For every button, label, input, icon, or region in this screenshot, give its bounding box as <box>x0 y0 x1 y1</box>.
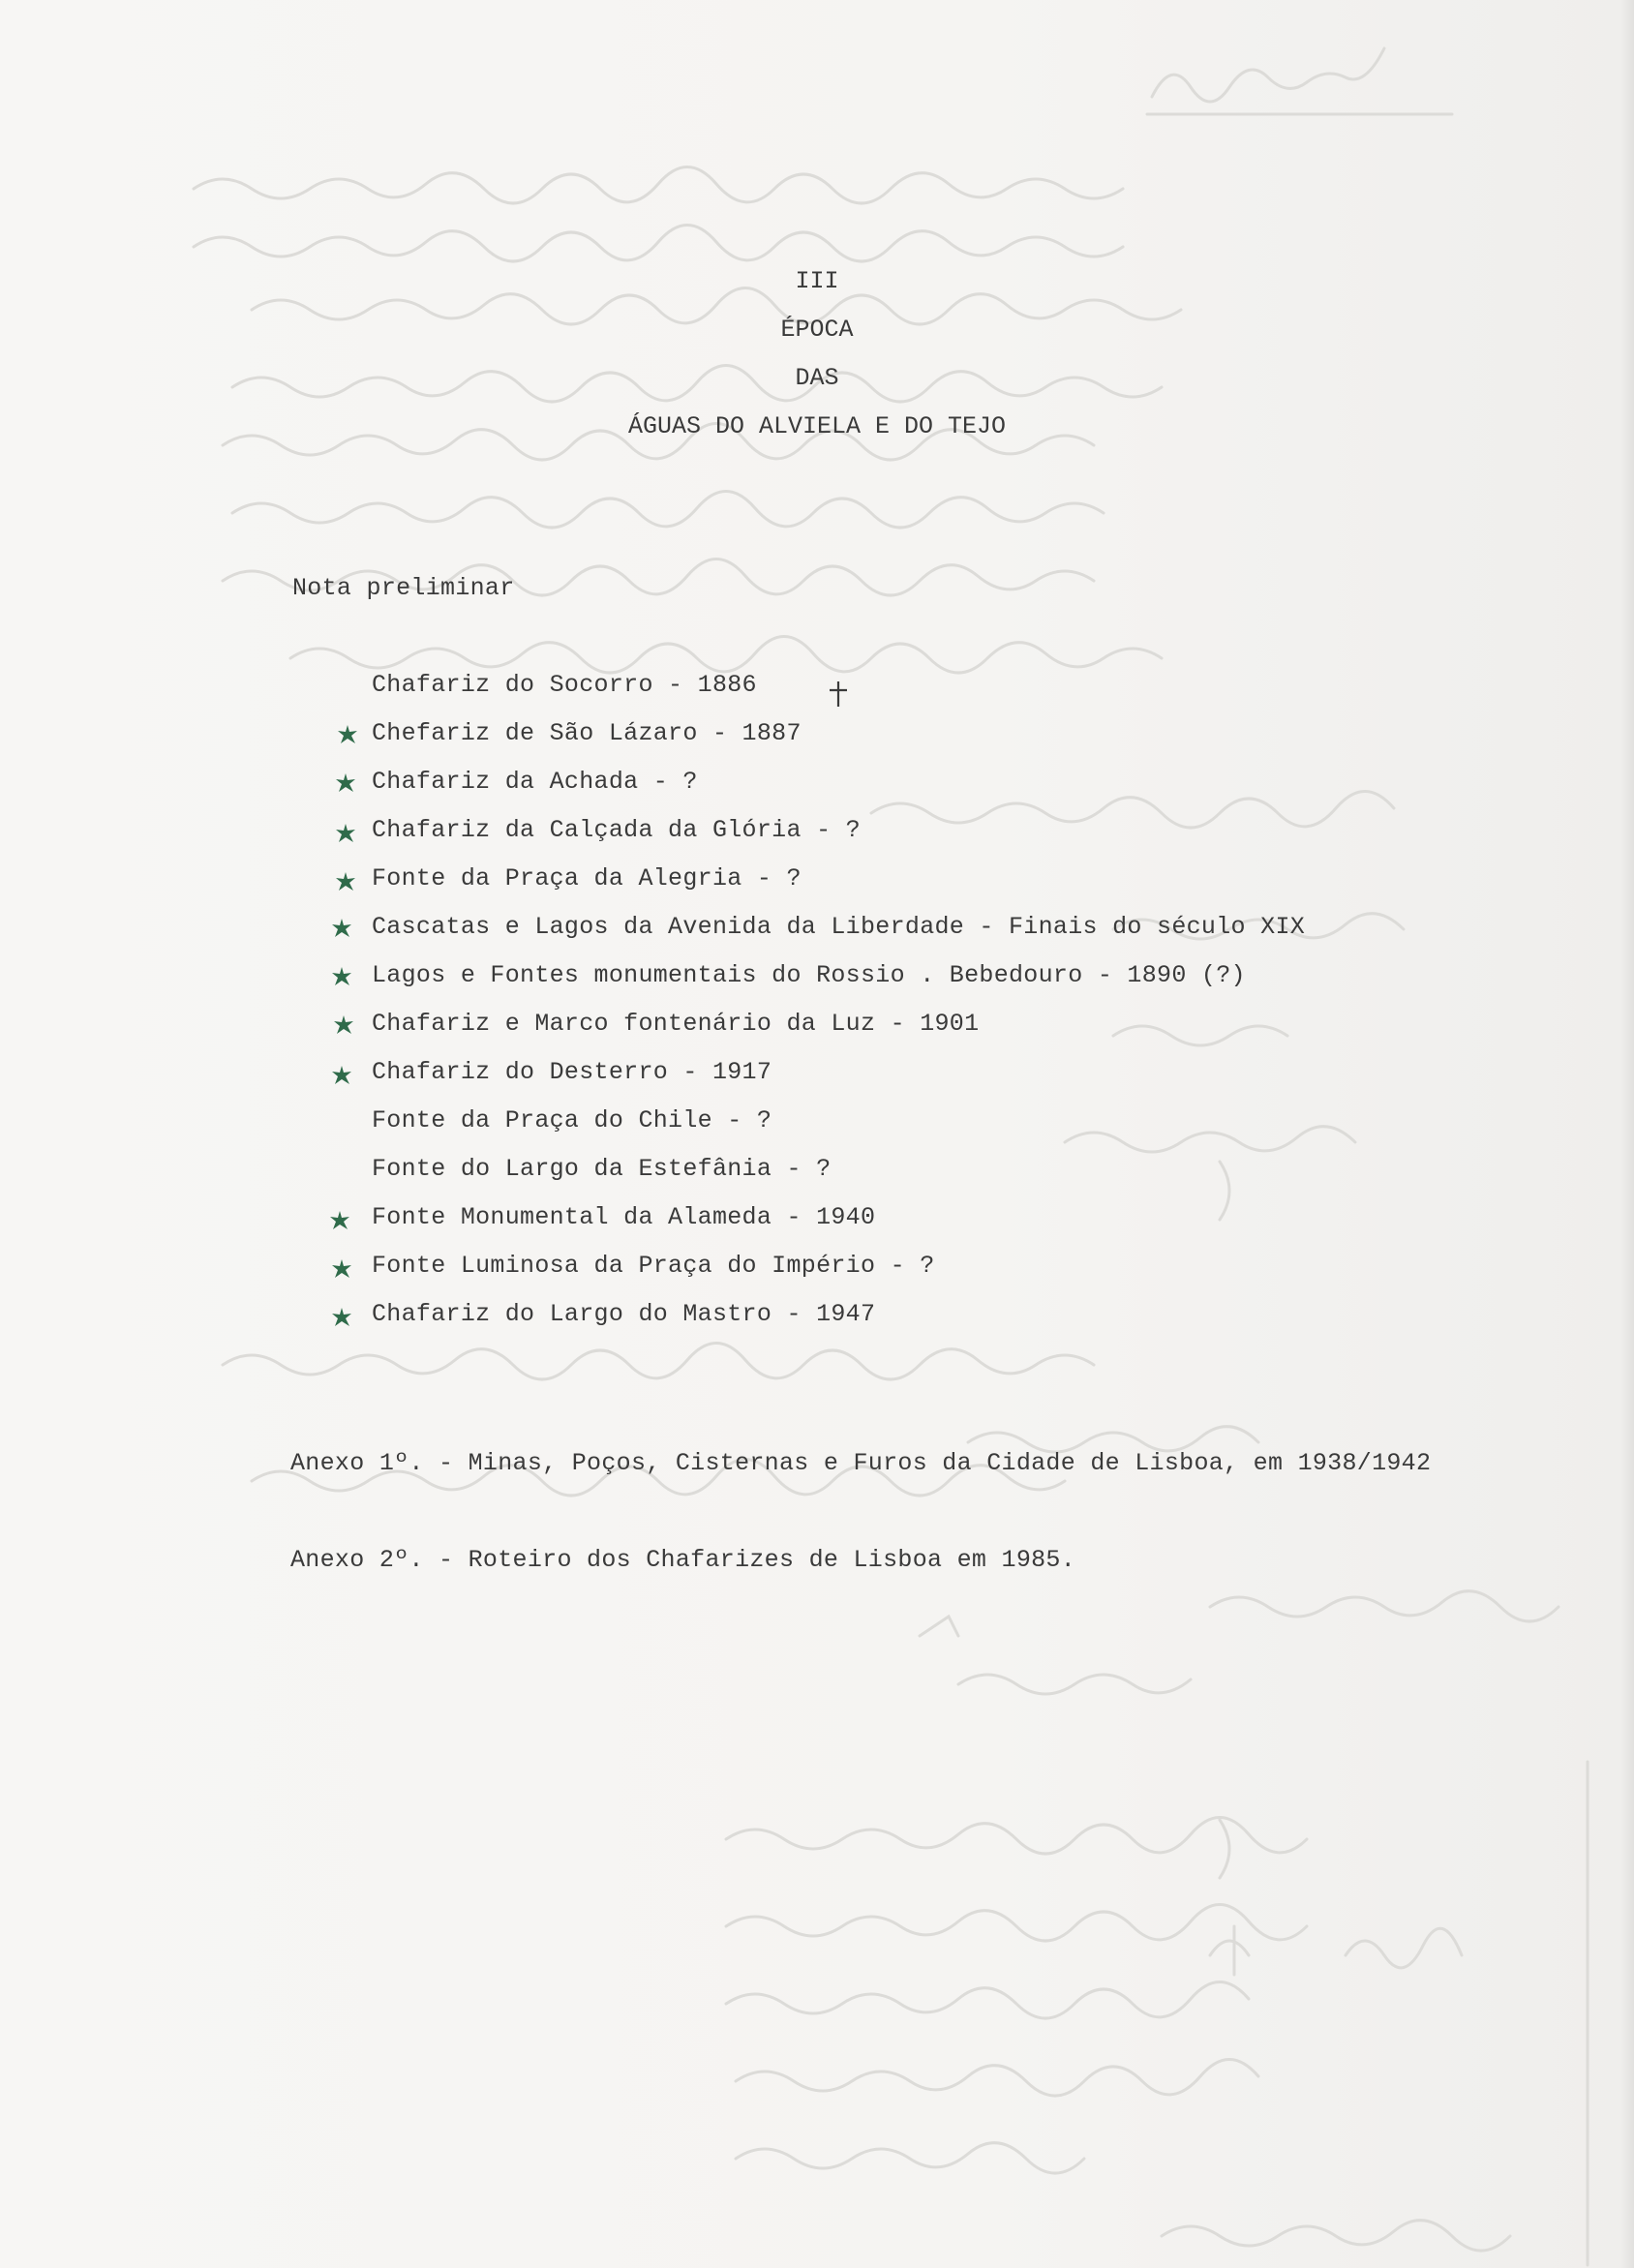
list-item: Fonte da Praça da Alegria - ? <box>372 864 802 892</box>
green-star-mark <box>333 821 358 846</box>
annex-2: Anexo 2º. - Roteiro dos Chafarizes de Lisboa em 1985. <box>290 1546 1076 1574</box>
list-item: Chafariz do Socorro - 1886 <box>372 671 757 699</box>
green-star-mark <box>329 1063 354 1088</box>
list-item: Chafariz do Largo do Mastro - 1947 <box>372 1300 876 1328</box>
green-star-mark <box>329 964 354 989</box>
section-title-line1: ÉPOCA <box>780 316 854 344</box>
list-item: Fonte da Praça do Chile - ? <box>372 1106 772 1134</box>
green-star-mark <box>329 916 354 941</box>
section-title-line3: ÁGUAS DO ALVIELA E DO TEJO <box>627 412 1007 440</box>
green-star-mark <box>331 1013 356 1038</box>
list-item: Chafariz do Desterro - 1917 <box>372 1058 772 1086</box>
section-number: III <box>795 267 839 295</box>
list-item: Chafariz da Achada - ? <box>372 768 698 796</box>
green-star-mark <box>335 722 360 747</box>
green-star-mark <box>333 869 358 894</box>
list-item: Chafariz da Calçada da Glória - ? <box>372 816 861 844</box>
cross-icon <box>827 680 850 709</box>
green-star-mark <box>327 1208 352 1233</box>
list-item: Chafariz e Marco fontenário da Luz - 1901 <box>372 1010 980 1038</box>
nota-preliminar: Nota preliminar <box>292 574 515 602</box>
list-item: Lagos e Fontes monumentais do Rossio . Bebedouro - 1890 (?) <box>372 961 1246 989</box>
annex-1: Anexo 1º. - Minas, Poços, Cisternas e Furos da Cidade de Lisboa, em 1938/1942 <box>290 1449 1432 1477</box>
list-item: Cascatas e Lagos da Avenida da Liberdade - Finais do século XIX <box>372 913 1306 941</box>
list-item: Fonte Luminosa da Praça do Império - ? <box>372 1252 935 1280</box>
list-item: Chefariz de São Lázaro - 1887 <box>372 719 802 747</box>
green-star-mark <box>333 771 358 796</box>
list-item: Fonte Monumental da Alameda - 1940 <box>372 1203 876 1231</box>
section-title-line2: DAS <box>795 364 839 392</box>
list-item: Fonte do Largo da Estefânia - ? <box>372 1155 832 1183</box>
green-star-mark <box>329 1256 354 1282</box>
green-star-mark <box>329 1305 354 1330</box>
